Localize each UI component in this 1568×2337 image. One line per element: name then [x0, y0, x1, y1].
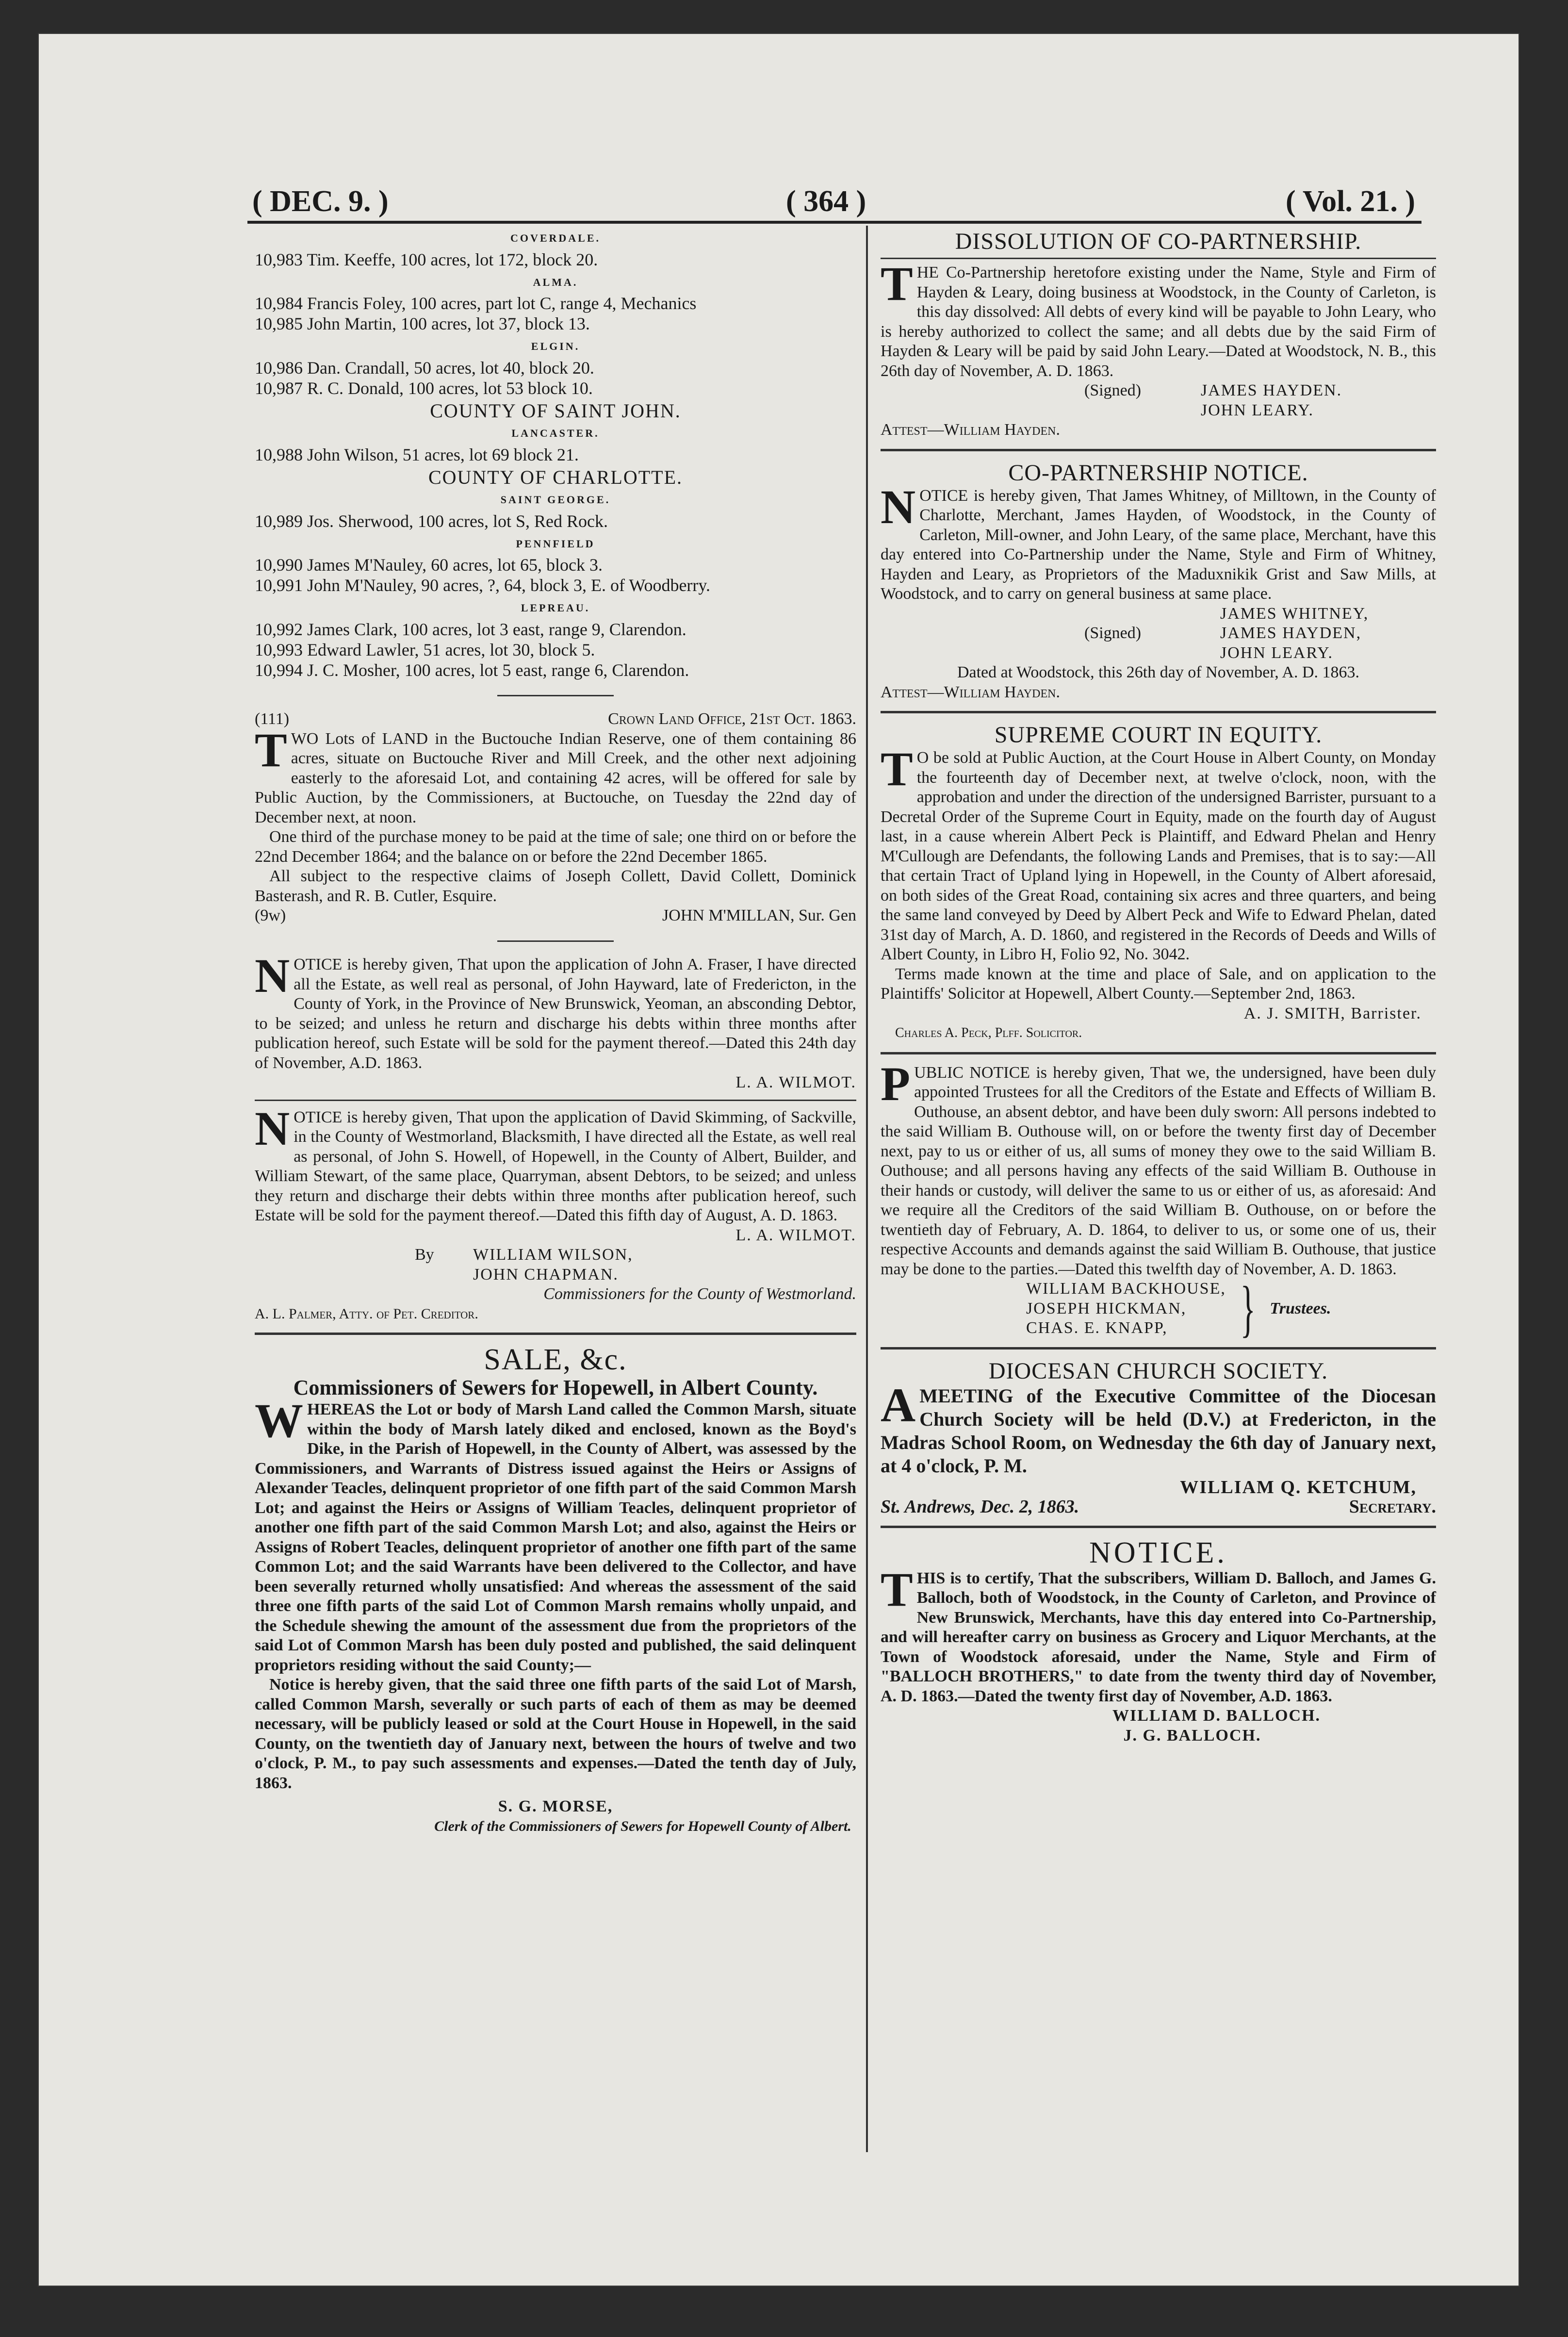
section-ornament — [255, 931, 856, 951]
balloch-signature-2: J. G. BALLOCH. — [1123, 1726, 1261, 1745]
place-heading: ALMA. — [533, 276, 578, 288]
divider — [881, 1347, 1436, 1350]
place-heading: ELGIN. — [531, 340, 580, 352]
place-heading: LEPREAU. — [521, 602, 590, 614]
diocesan-notice — [881, 1358, 1436, 1517]
sale-notice — [255, 1344, 856, 1836]
supreme-court-title: SUPREME COURT IN EQUITY. — [994, 722, 1323, 748]
dissolution-signed-label: (Signed) — [1084, 381, 1142, 399]
supreme-court-signature: A. J. SMITH, Barrister. — [1243, 1004, 1421, 1022]
skimming-signature-2: WILLIAM WILSON, — [473, 1246, 633, 1264]
land-entry: 10,993 Edward Lawler, 51 acres, lot 30, block 5. — [255, 640, 595, 659]
divider — [881, 711, 1436, 713]
land-entry: 10,991 John M'Nauley, 90 acres, ?, 64, block 3, E. of Woodberry. — [255, 576, 711, 595]
land-entry: 10,983 Tim. Keeffe, 100 acres, lot 172, block 20. — [255, 249, 598, 269]
diocesan-signature: WILLIAM Q. KETCHUM, — [1180, 1477, 1417, 1498]
divider — [881, 1526, 1436, 1528]
diocesan-secretary: Secretary. — [1349, 1497, 1436, 1517]
skimming-by-label: By — [415, 1246, 434, 1264]
balloch-title: NOTICE. — [1089, 1536, 1227, 1569]
crown-land-office-line: Crown Land Office, 21st Oct. 1863. — [608, 710, 856, 728]
skimming-attorney: A. L. Palmer, Atty. of Pet. Creditor. — [255, 1305, 478, 1322]
notice-number: (111) — [255, 710, 290, 728]
dissolution-signature-1: JAMES HAYDEN. — [1201, 381, 1342, 399]
land-entry: 10,990 James M'Nauley, 60 acres, lot 65, block 3. — [255, 555, 603, 575]
divider — [881, 1052, 1436, 1054]
dissolution-signature-2: JOHN LEARY. — [1201, 401, 1314, 419]
dissolution-title: DISSOLUTION OF CO-PARTNERSHIP. — [955, 229, 1362, 254]
supreme-court-terms: Terms made known at the time and place of Sale, and on application to the Plaintiffs' Solicitor at Hopewell, Albert County.—September 2nd, 1863. — [881, 965, 1436, 1003]
header-page-number: ( 364 ) — [786, 185, 866, 218]
dissolution-body: THE Co-Partnership heretofore existing under the Name, Style and Firm of Hayden & Leary, doing business at Woodstock, in the County of Carleton, is this day dissolved: All debts of every kind will be payable to John Leary, who is hereby authorized to collect the same; and all debts due by the said Firm of Hayden & Leary will be paid by said John Leary.—Dated at Woodstock, N. B., this 26th day of November, A. D. 1863. — [881, 257, 1436, 380]
land-entry: 10,992 James Clark, 100 acres, lot 3 east, range 9, Clarendon. — [255, 619, 686, 639]
place-heading: SAINT GEORGE. — [500, 494, 611, 506]
fraser-notice-signature: L. A. WILMOT. — [735, 1073, 856, 1091]
left-column — [255, 226, 856, 1836]
copartnership-dated: Dated at Woodstock, this 26th day of November, A. D. 1863. — [957, 663, 1360, 681]
land-entry: 10,986 Dan. Crandall, 50 acres, lot 40, block 20. — [255, 358, 594, 378]
crown-land-notice — [255, 709, 856, 926]
trustees-block — [1026, 1273, 1436, 1344]
county-heading: COUNTY OF SAINT JOHN. — [430, 399, 681, 422]
copartnership-body: NOTICE is hereby given, That James Whitney, of Milltown, in the County of Charlotte, Merchant, James Hayden, of Woodstock, in the County of Carleton, Mill-owner, and John Leary, of the same place, Merchant, have this day entered into Co-Partnership under the Name, Style and Firm of Whitney, Hayden and Leary, as Proprietors of the Maduxnikik Grist and Saw Mills, at Woodstock, and to carry on general business at same place. — [881, 479, 1436, 603]
place-heading: PENNFIELD — [516, 537, 595, 550]
copartnership-notice — [881, 460, 1436, 703]
header-volume: ( Vol. 21. ) — [1286, 185, 1415, 218]
right-column — [881, 226, 1436, 1745]
copartnership-title: CO-PARTNERSHIP NOTICE. — [1008, 460, 1308, 486]
crown-land-signature: JOHN M'MILLAN, Sur. Gen — [662, 906, 856, 924]
header-date: ( DEC. 9. ) — [252, 185, 389, 218]
public-notice — [881, 1056, 1436, 1344]
copartnership-signed-label: (Signed) — [1084, 624, 1142, 642]
land-entry: 10,985 John Martin, 100 acres, lot 37, block 13. — [255, 314, 590, 333]
sale-title: SALE, &c. — [484, 1343, 627, 1376]
place-heading: LANCASTER. — [511, 427, 600, 439]
divider — [255, 1333, 856, 1335]
diocesan-body: AMEETING of the Executive Committee of the Diocesan Church Society will be held (D.V.) at Fredericton, in the Madras School Room, on Wednesday the 6th day of January next, at 4 o'clock, P. M. — [881, 1378, 1436, 1477]
crown-land-terms: One third of the purchase money to be paid at the time of sale; one third on or before the 22nd December 1864; and the balance on or before the 22nd December 1865. — [255, 828, 856, 866]
skimming-commissioners: Commissioners for the County of Westmorland. — [543, 1285, 856, 1303]
balloch-body: THIS is to certify, That the subscribers, William D. Balloch, and James G. Balloch, both of Woodstock, in the County of Carleton, and Province of New Brunswick, Merchants, have this day entered into Co-Partnership, and will hereafter carry on business as Grocery and Liquor Merchants, at the Town of Woodstock aforesaid, under the Name, Style and Firm of "BALLOCH BROTHERS," to date from the twenty third day of November, A. D. 1863.—Dated the twenty first day of November, A.D. 1863. — [881, 1562, 1436, 1705]
copartnership-signature-1: JAMES WHITNEY, — [1220, 604, 1369, 623]
fraser-notice-body: NOTICE is hereby given, That upon the application of John A. Fraser, I have directed all the Estate, as well real as personal, of John Hayward, late of Fredericton, in the County of York, in the Province of New Brunswick, Yeoman, an absconding Debtor, to be seized; and unless he return and discharge his debts within three months after publication hereof, such Estate will be sold for the payment thereof.—Dated this 24th day of November, A.D. 1863. — [255, 949, 856, 1072]
divider — [255, 1100, 856, 1101]
land-entry: 10,989 Jos. Sherwood, 100 acres, lot S, Red Rock. — [255, 511, 608, 531]
trustee-name: WILLIAM BACKHOUSE, — [1026, 1280, 1226, 1298]
section-ornament — [255, 685, 856, 705]
sale-body: WHEREAS the Lot or body of Marsh Land called the Common Marsh, situate within the body of Marsh lately diked and enclosed, known as the Boyd's Dike, in the Parish of Hopewell, in the County of Albert, was assessed by the Commissioners, and Warrants of Distress issued against the Heirs or Assigns of Alexander Teacles, delinquent proprietor of one fifth part of the said Common Marsh Lot; and against the Heirs or Assigns of William Teacles, delinquent proprietor of another one fifth part of the said Common Marsh Lot; and also, against the Heirs or Assigns of Robert Teacles, delinquent proprietor of another one fifth part of the same Common Lot; and the said Warrants have been delivered to the Collector, and have been severally returned wholly unsatisfied: And whereas the assessment of the said three one fifth parts of the said Lot of Common Marsh remains wholly unpaid, and the Schedule shewing the amount of the assessment due from the proprietors of the said Lot of Common Marsh has been duly posted and published, the said delinquent proprietors residing without the said County;— — [255, 1394, 856, 1674]
brace-icon: } — [1240, 1273, 1256, 1344]
trustee-name: JOSEPH HICKMAN, — [1026, 1299, 1187, 1317]
header-rule — [247, 221, 1421, 224]
trustees-label: Trustees. — [1270, 1299, 1331, 1317]
copartnership-signature-3: JOHN LEARY. — [1220, 643, 1333, 662]
skimming-notice-body: NOTICE is hereby given, That upon the application of David Skimming, of Sackville, in the County of Westmorland, Blacksmith, I have directed all the Estate, as well real as personal, of John S. Howell, of Hopewell, in the County of Albert, Builder, and William Stewart, of the same place, Quarryman, absent Debtors, to be seized; and unless they return and discharge their debts within three months after publication hereof, such Estate will be sold for the payment thereof.—Dated this fifth day of August, A. D. 1863. — [255, 1101, 856, 1224]
land-entry: 10,988 John Wilson, 51 acres, lot 69 block 21. — [255, 444, 579, 464]
sale-signature: S. G. MORSE, — [498, 1797, 613, 1815]
diocesan-place-date: St. Andrews, Dec. 2, 1863. — [881, 1497, 1079, 1517]
supreme-court-notice — [881, 722, 1436, 1043]
sale-clerk: Clerk of the Commissioners of Sewers for Hopewell County of Albert. — [434, 1818, 851, 1834]
notice-code: (9w) — [255, 906, 286, 924]
public-notice-body: PUBLIC NOTICE is hereby given, That we, the undersigned, have been duly appointed Trustees for all the Creditors of the Estate and Effects of William B. Outhouse, an absent debtor, and have been duly sworn: All persons indebted to the said William B. Outhouse will, on or before the twenty first day of December next, pay to us or either of us, all sums of money they owe to the said William B. Outhouse; and all persons having any effects of the said William B. Outhouse in their hands or custody, will deliver the same to us or either of us, as aforesaid: And we require all the Creditors of the said William B. Outhouse, on or before the twentieth day of February, A. D. 1864, to deliver to us, or some one of us, their respective Accounts and demands against the said William B. Outhouse, that justice may be done to the parties.—Dated this twelfth day of November, A. D. 1863. — [881, 1056, 1436, 1278]
divider — [881, 449, 1436, 451]
skimming-notice — [255, 1101, 856, 1324]
copartnership-attest: Attest—William Hayden. — [881, 683, 1060, 701]
skimming-signature-3: JOHN CHAPMAN. — [473, 1265, 619, 1284]
crown-land-body: TWO Lots of LAND in the Buctouche Indian Reserve, one of them containing 86 acres, situate on Buctouche River and Mill Creek, and the other next adjoining easterly to the aforesaid Lot, and containing 42 acres, will be offered for sale by Public Auction, by the Commissioners, at Buctouche, on Tuesday the 22nd day of December next, at noon. — [255, 723, 856, 826]
sale-notice-text: Notice is hereby given, that the said three one fifth parts of the said Lot of Marsh, called Common Marsh, severally or such parts of each of them as may be deemed necessary, will be publicly leased or sold at the Court House in Hopewell, in the said County, on the twentieth day of January next, between the hours of twelve and two o'clock, P. M., to pay such assessments and expenses.—Dated the tenth day of July, 1863. — [255, 1676, 856, 1792]
copartnership-signature-2: JAMES HAYDEN, — [1220, 624, 1362, 642]
newspaper-page — [39, 34, 1519, 2286]
crown-land-claims: All subject to the respective claims of Joseph Collett, David Collett, Dominick Basterash, and R. B. Cutler, Esquire. — [255, 867, 856, 905]
diocesan-title: DIOCESAN CHURCH SOCIETY. — [988, 1358, 1328, 1384]
dissolution-attest: Attest—William Hayden. — [881, 421, 1060, 439]
trustee-name: CHAS. E. KNAPP, — [1026, 1319, 1168, 1337]
page-header — [39, 146, 1519, 218]
fraser-notice — [255, 949, 856, 1093]
balloch-notice — [881, 1537, 1436, 1746]
county-heading: COUNTY OF CHARLOTTE. — [428, 466, 683, 488]
place-heading: COVERDALE. — [510, 232, 601, 244]
supreme-court-solicitor: Charles A. Peck, Plff. Solicitor. — [895, 1025, 1082, 1040]
balloch-signature-1: WILLIAM D. BALLOCH. — [1112, 1707, 1321, 1725]
skimming-signature-1: L. A. WILMOT. — [735, 1226, 856, 1244]
land-entry: 10,984 Francis Foley, 100 acres, part lot C, range 4, Mechanics — [255, 294, 697, 313]
divider — [881, 258, 1436, 259]
column-divider — [866, 226, 868, 2152]
land-entry: 10,987 R. C. Donald, 100 acres, lot 53 block 10. — [255, 378, 593, 398]
land-list — [255, 229, 856, 680]
dissolution-notice — [881, 229, 1436, 440]
supreme-court-body: TO be sold at Public Auction, at the Court House in Albert County, on Monday the fourteenth day of December next, at twelve o'clock, noon, with the approbation and under the direction of the undersigned Barrister, pursuant to a Decretal Order of the Supreme Court in Equity, made on the fourth day of August last, in a cause wherein Albert Peck is Plaintiff, and Edward Phelan and Henry M'Cullough are Defendants, the following Lands and Premises, that is to say:—All that certain Tract of Upland lying in Hopewell, in the County of Albert aforesaid, on both sides of the Great Road, containing six acres and three quarters, and being the same land conveyed by Deed by Albert Peck and Wife to Edward Phelan, dated 31st day of March, A. D. 1860, and registered in the Records of Deeds and Wills of Albert County, in Libro H, Folio 92, No. 3042. — [881, 742, 1436, 963]
sale-subtitle: Commissioners of Sewers for Hopewell, in Albert County. — [293, 1376, 818, 1399]
land-entry: 10,994 J. C. Mosher, 100 acres, lot 5 east, range 6, Clarendon. — [255, 660, 689, 680]
